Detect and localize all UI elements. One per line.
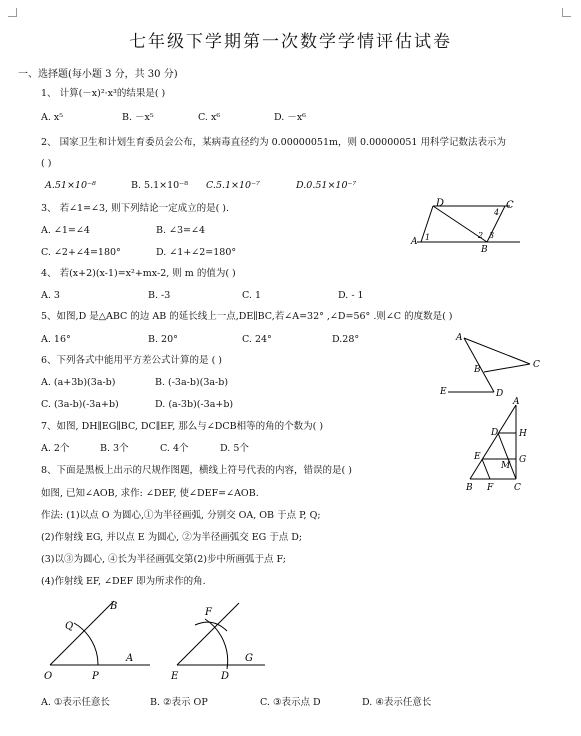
q3-label-2: 2 xyxy=(478,231,484,240)
q1-option-a: A. x⁵ xyxy=(41,112,64,123)
q6-stem: 6、下列各式中能用平方差公式计算的是 ( ) xyxy=(41,355,222,366)
q7-label-E: E xyxy=(474,452,481,462)
q5-stem: 5、如图,D 是△ABC 的边 AB 的延长线上一点,DE∥BC,若∠A=32° ,∠D=56° .则∠C 的度数是( ) xyxy=(41,311,453,322)
q8a-label-Q: Q xyxy=(65,621,74,632)
q8b-label-D: D xyxy=(221,671,230,682)
page-title: 七年级下学期第一次数学学情评估试卷 xyxy=(129,32,452,52)
q8-line-4: (3)以③为圆心, ④长为半径画弧交第(2)步中所画弧于点 F; xyxy=(41,554,286,565)
q6-option-d: D. (a-3b)(-3a+b) xyxy=(155,399,234,410)
q3-option-d: D. ∠1+∠2=180° xyxy=(156,247,237,258)
q2-option-b: B. 5.1×10⁻⁸ xyxy=(131,180,188,191)
q7-label-B: B xyxy=(466,483,473,493)
q7-option-c: C. 4个 xyxy=(160,443,189,454)
q7-label-H: H xyxy=(519,429,527,439)
q5-option-d: D.28° xyxy=(332,334,360,345)
q7-stem: 7、如图, DH∥EG∥BC, DC∥EF, 那么与∠DCB相等的角的个数为( ) xyxy=(41,421,324,432)
q5-label-D: D xyxy=(496,389,504,399)
q2-option-c: C.5.1×10⁻⁷ xyxy=(206,180,260,191)
q3-figure xyxy=(405,196,525,256)
q2-stem-paren: ( ) xyxy=(41,158,52,169)
q8-line-3: (2)作射线 EG, 并以点 E 为圆心, ②为半径画弧交 EG 于点 D; xyxy=(41,532,303,543)
q8-option-b: B. ②表示 OP xyxy=(150,697,208,708)
q4-stem: 4、 若(x+2)(x-1)=x²+mx-2, 则 m 的值为( ) xyxy=(41,268,236,279)
corner-mark-right xyxy=(562,8,571,17)
q7-label-D: D xyxy=(491,428,499,438)
q1-option-c: C. x⁶ xyxy=(198,112,221,123)
q8b-label-G: G xyxy=(245,653,253,664)
q8-figure-aob xyxy=(40,595,160,685)
q4-option-d: D. - 1 xyxy=(338,290,364,301)
q5-option-b: B. 20° xyxy=(148,334,178,345)
q4-option-c: C. 1 xyxy=(242,290,262,301)
corner-mark-left xyxy=(8,8,17,17)
q4-option-b: B. -3 xyxy=(148,290,171,301)
q3-label-A: A xyxy=(411,237,418,247)
q5-option-a: A. 16° xyxy=(41,334,71,345)
q5-label-A: A xyxy=(456,333,463,343)
q8b-label-E: E xyxy=(171,671,179,682)
q7-option-a: A. 2个 xyxy=(41,443,70,454)
q4-option-a: A. 3 xyxy=(41,290,60,301)
q7-label-A: A xyxy=(513,397,520,407)
q8-stem: 8、下面是黑板上出示的尺规作图题，横线上符号代表的内容，错误的是( ) xyxy=(41,465,352,476)
q8a-label-O: O xyxy=(44,671,53,682)
q5-figure xyxy=(440,330,550,400)
q8a-label-A: A xyxy=(126,653,134,664)
q7-label-M: M xyxy=(501,461,511,471)
q3-stem: 3、 若∠1=∠3, 则下列结论一定成立的是( ). xyxy=(41,203,230,214)
q3-label-4: 4 xyxy=(494,208,500,217)
q7-label-C: C xyxy=(514,483,521,493)
q3-label-B: B xyxy=(481,245,488,255)
q8-line-1: 如图, 已知∠AOB, 求作: ∠DEF, 使∠DEF=∠AOB. xyxy=(41,488,259,499)
q8a-label-B: B xyxy=(110,601,118,612)
q8-option-c: C. ③表示点 D xyxy=(260,697,321,708)
q7-option-b: B. 3个 xyxy=(100,443,129,454)
q3-option-b: B. ∠3=∠4 xyxy=(156,225,205,236)
q5-label-B: B xyxy=(474,365,481,375)
q1-option-d: D. －x⁶ xyxy=(274,112,306,123)
q3-label-C: C xyxy=(506,200,514,211)
q3-option-c: C. ∠2+∠4=180° xyxy=(41,247,121,258)
section-heading: 一、选择题(每小题 3 分，共 30 分) xyxy=(18,69,178,80)
q5-label-C: C xyxy=(533,360,540,370)
q6-option-a: A. (a+3b)(3a-b) xyxy=(41,377,116,388)
q3-option-a: A. ∠1=∠4 xyxy=(41,225,90,236)
q8b-label-F: F xyxy=(205,607,212,618)
q8-option-a: A. ①表示任意长 xyxy=(41,697,110,708)
q2-option-d: D.0.51×10⁻⁷ xyxy=(296,180,357,191)
q6-option-c: C. (3a-b)(-3a+b) xyxy=(41,399,119,410)
q5-option-c: C. 24° xyxy=(242,334,272,345)
q6-option-b: B. (-3a-b)(3a-b) xyxy=(155,377,229,388)
q3-label-1: 1 xyxy=(425,233,431,242)
q3-label-D: D xyxy=(436,198,445,209)
q8-line-5: (4)作射线 EF, ∠DEF 即为所求作的角. xyxy=(41,576,206,587)
q3-label-3: 3 xyxy=(489,231,495,240)
q8-figure-def xyxy=(165,595,275,685)
q2-stem: 2、 国家卫生和计划生育委员会公布，某病毒直径约为 0.00000051m，则 0.00000051 用科学记数法表示为 xyxy=(41,137,506,148)
q1-option-b: B. －x⁵ xyxy=(122,112,154,123)
q7-figure xyxy=(458,395,548,495)
q7-label-G: G xyxy=(519,455,527,465)
q2-option-a: A.51×10⁻⁸ xyxy=(45,180,96,191)
q8a-label-P: P xyxy=(92,671,99,682)
q5-label-E: E xyxy=(440,387,447,397)
q7-label-F: F xyxy=(487,483,494,493)
q7-option-d: D. 5个 xyxy=(220,443,249,454)
q8-line-2: 作法: (1)以点 O 为圆心,①为半径画弧, 分别交 OA, OB 于点 P, Q; xyxy=(41,510,321,521)
q1-stem: 1、 计算(－x)²·x³的结果是( ) xyxy=(41,88,166,99)
q8-option-d: D. ④表示任意长 xyxy=(362,697,432,708)
